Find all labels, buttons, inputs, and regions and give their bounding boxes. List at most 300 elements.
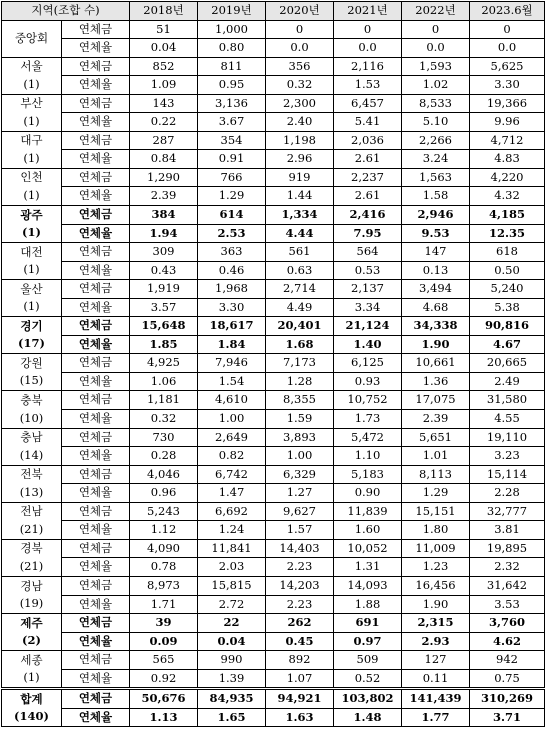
rate-cell: 3.23 <box>470 447 545 466</box>
metric-label: 연체율 <box>62 447 130 466</box>
amount-cell: 10,052 <box>334 539 402 558</box>
amount-cell: 691 <box>334 614 402 633</box>
amount-cell: 618 <box>470 243 545 262</box>
amount-cell: 8,533 <box>402 94 470 113</box>
rate-cell: 0.46 <box>198 261 266 280</box>
table-row <box>2 708 545 727</box>
amount-cell: 8,355 <box>266 391 334 410</box>
table-row <box>2 558 545 577</box>
rate-cell: 0.52 <box>334 669 402 689</box>
rate-cell: 2.23 <box>266 558 334 577</box>
region-cell <box>2 576 62 613</box>
region-name: 충남 <box>20 430 43 445</box>
rate-cell: 7.95 <box>334 224 402 243</box>
amount-cell: 19,366 <box>470 94 545 113</box>
rate-cell: 2.40 <box>266 113 334 132</box>
metric-label: 연체율 <box>62 39 130 58</box>
amount-cell: 2,137 <box>334 280 402 299</box>
amount-cell: 3,494 <box>402 280 470 299</box>
region-count: (1) <box>23 299 40 314</box>
table-row <box>2 243 545 262</box>
amount-cell: 4,712 <box>470 131 545 150</box>
amount-cell: 8,113 <box>402 465 470 484</box>
table-row <box>2 20 545 39</box>
rate-cell: 0.63 <box>266 261 334 280</box>
rate-cell: 9.53 <box>402 224 470 243</box>
rate-cell: 12.35 <box>470 224 545 243</box>
amount-cell: 4,610 <box>198 391 266 410</box>
region-count: (1) <box>23 670 40 685</box>
amount-cell: 141,439 <box>402 689 470 709</box>
region-cell <box>2 539 62 576</box>
metric-label: 연체금 <box>62 20 130 39</box>
table-row <box>2 484 545 503</box>
amount-cell: 2,946 <box>402 206 470 225</box>
amount-cell: 143 <box>130 94 198 113</box>
region-count: (10) <box>19 410 44 425</box>
rate-cell: 2.61 <box>334 150 402 169</box>
amount-cell: 0 <box>266 20 334 39</box>
amount-cell: 2,237 <box>334 168 402 187</box>
rate-cell: 0.32 <box>266 76 334 95</box>
region-name: 중앙회 <box>14 30 49 45</box>
table-row <box>2 335 545 354</box>
amount-cell: 18,617 <box>198 317 266 336</box>
amount-cell: 2,315 <box>402 614 470 633</box>
rate-cell: 1.77 <box>402 708 470 727</box>
metric-label: 연체율 <box>62 224 130 243</box>
rate-cell: 0.0 <box>266 39 334 58</box>
amount-cell: 2,416 <box>334 206 402 225</box>
amount-cell: 5,472 <box>334 428 402 447</box>
region-count: (17) <box>18 336 45 351</box>
amount-cell: 50,676 <box>130 689 198 709</box>
region-name: 부산 <box>20 96 43 111</box>
region-count: (1) <box>23 262 40 277</box>
rate-cell: 1.00 <box>198 410 266 429</box>
table-row <box>2 298 545 317</box>
rate-cell: 0.84 <box>130 150 198 169</box>
amount-cell: 20,665 <box>470 354 545 373</box>
region-name: 강원 <box>20 355 43 370</box>
amount-cell: 0 <box>334 20 402 39</box>
metric-label: 연체율 <box>62 669 130 689</box>
region-cell <box>2 131 62 168</box>
rate-cell: 1.10 <box>334 447 402 466</box>
rate-cell: 1.02 <box>402 76 470 95</box>
rate-cell: 1.84 <box>198 335 266 354</box>
region-name: 경북 <box>20 541 43 556</box>
rate-cell: 1.07 <box>266 669 334 689</box>
amount-cell: 4,090 <box>130 539 198 558</box>
amount-cell: 15,151 <box>402 502 470 521</box>
rate-cell: 0.92 <box>130 669 198 689</box>
amount-cell: 4,925 <box>130 354 198 373</box>
header-region: 지역(조합 수) <box>2 2 130 21</box>
amount-cell: 6,125 <box>334 354 402 373</box>
rate-cell: 0.90 <box>334 484 402 503</box>
rate-cell: 1.36 <box>402 372 470 391</box>
table-row <box>2 131 545 150</box>
amount-cell: 1,000 <box>198 20 266 39</box>
amount-cell: 262 <box>266 614 334 633</box>
rate-cell: 0.53 <box>334 261 402 280</box>
table-row <box>2 354 545 373</box>
amount-cell: 919 <box>266 168 334 187</box>
amount-cell: 34,338 <box>402 317 470 336</box>
metric-label: 연체율 <box>62 410 130 429</box>
metric-label: 연체율 <box>62 113 130 132</box>
table-row <box>2 502 545 521</box>
amount-cell: 509 <box>334 651 402 670</box>
region-name: 대구 <box>20 133 43 148</box>
metric-label: 연체금 <box>62 428 130 447</box>
header-year: 2019년 <box>198 2 266 21</box>
amount-cell: 19,895 <box>470 539 545 558</box>
amount-cell: 730 <box>130 428 198 447</box>
rate-cell: 2.32 <box>470 558 545 577</box>
rate-cell: 1.12 <box>130 521 198 540</box>
metric-label: 연체금 <box>62 243 130 262</box>
amount-cell: 287 <box>130 131 198 150</box>
rate-cell: 4.44 <box>266 224 334 243</box>
amount-cell: 310,269 <box>470 689 545 709</box>
amount-cell: 103,802 <box>334 689 402 709</box>
rate-cell: 1.85 <box>130 335 198 354</box>
amount-cell: 51 <box>130 20 198 39</box>
table-row <box>2 595 545 614</box>
rate-cell: 4.62 <box>470 632 545 651</box>
region-cell <box>2 206 62 243</box>
region-count: (21) <box>19 558 44 573</box>
region-count: (13) <box>19 484 44 499</box>
rate-cell: 1.09 <box>130 76 198 95</box>
rate-cell: 1.60 <box>334 521 402 540</box>
amount-cell: 6,329 <box>266 465 334 484</box>
rate-cell: 1.80 <box>402 521 470 540</box>
table-row <box>2 632 545 651</box>
table-row <box>2 150 545 169</box>
metric-label: 연체금 <box>62 131 130 150</box>
amount-cell: 2,649 <box>198 428 266 447</box>
table-row <box>2 614 545 633</box>
amount-cell: 11,009 <box>402 539 470 558</box>
amount-cell: 90,816 <box>470 317 545 336</box>
rate-cell: 3.81 <box>470 521 545 540</box>
rate-cell: 0.96 <box>130 484 198 503</box>
metric-label: 연체금 <box>62 502 130 521</box>
amount-cell: 9,627 <box>266 502 334 521</box>
rate-cell: 3.53 <box>470 595 545 614</box>
amount-cell: 1,563 <box>402 168 470 187</box>
amount-cell: 2,300 <box>266 94 334 113</box>
region-count: (19) <box>19 596 44 610</box>
metric-label: 연체금 <box>62 614 130 633</box>
amount-cell: 6,457 <box>334 94 402 113</box>
metric-label: 연체금 <box>62 689 130 709</box>
metric-label: 연체금 <box>62 168 130 187</box>
table-row <box>2 261 545 280</box>
rate-cell: 1.39 <box>198 669 266 689</box>
rate-cell: 0.22 <box>130 113 198 132</box>
amount-cell: 1,290 <box>130 168 198 187</box>
amount-cell: 3,893 <box>266 428 334 447</box>
region-cell <box>2 502 62 539</box>
region-cell <box>2 280 62 317</box>
region-count: (1) <box>23 113 40 128</box>
region-name: 제주 <box>20 615 43 630</box>
amount-cell: 363 <box>198 243 266 262</box>
rate-cell: 1.63 <box>266 708 334 727</box>
amount-cell: 84,935 <box>198 689 266 709</box>
metric-label: 연체금 <box>62 539 130 558</box>
rate-cell: 2.39 <box>402 410 470 429</box>
region-name: 광주 <box>20 207 43 222</box>
rate-cell: 1.23 <box>402 558 470 577</box>
amount-cell: 20,401 <box>266 317 334 336</box>
rate-cell: 1.48 <box>334 708 402 727</box>
rate-cell: 1.65 <box>198 708 266 727</box>
region-cell <box>2 20 62 57</box>
table-body <box>2 20 545 727</box>
amount-cell: 2,714 <box>266 280 334 299</box>
rate-cell: 2.96 <box>266 150 334 169</box>
amount-cell: 1,181 <box>130 391 198 410</box>
region-name: 세종 <box>20 652 43 667</box>
table-row <box>2 465 545 484</box>
amount-cell: 1,198 <box>266 131 334 150</box>
table-row <box>2 206 545 225</box>
amount-cell: 990 <box>198 651 266 670</box>
rate-cell: 2.23 <box>266 595 334 614</box>
rate-cell: 3.67 <box>198 113 266 132</box>
region-count: (14) <box>19 447 44 462</box>
amount-cell: 10,661 <box>402 354 470 373</box>
rate-cell: 1.47 <box>198 484 266 503</box>
rate-cell: 4.49 <box>266 298 334 317</box>
amount-cell: 31,642 <box>470 576 545 595</box>
metric-label: 연체금 <box>62 57 130 76</box>
rate-cell: 4.83 <box>470 150 545 169</box>
table-row <box>2 689 545 709</box>
amount-cell: 5,240 <box>470 280 545 299</box>
amount-cell: 614 <box>198 206 266 225</box>
rate-cell: 5.41 <box>334 113 402 132</box>
amount-cell: 16,456 <box>402 576 470 595</box>
metric-label: 연체율 <box>62 521 130 540</box>
rate-cell: 0.28 <box>130 447 198 466</box>
rate-cell: 0.11 <box>402 669 470 689</box>
region-cell <box>2 94 62 131</box>
table-row <box>2 651 545 670</box>
table-row <box>2 428 545 447</box>
rate-cell: 0.93 <box>334 372 402 391</box>
region-name: 인천 <box>20 170 43 185</box>
metric-label: 연체율 <box>62 558 130 577</box>
header-row <box>2 2 545 21</box>
amount-cell: 4,046 <box>130 465 198 484</box>
table-row <box>2 57 545 76</box>
metric-label: 연체금 <box>62 280 130 299</box>
table-row <box>2 280 545 299</box>
amount-cell: 0 <box>402 20 470 39</box>
rate-cell: 1.88 <box>334 595 402 614</box>
rate-cell: 1.59 <box>266 410 334 429</box>
table-row <box>2 669 545 689</box>
table-row <box>2 372 545 391</box>
header-year: 2021년 <box>334 2 402 21</box>
rate-cell: 2.93 <box>402 632 470 651</box>
amount-cell: 766 <box>198 168 266 187</box>
metric-label: 연체금 <box>62 354 130 373</box>
metric-label: 연체율 <box>62 76 130 95</box>
delinquency-table-container <box>1 1 545 727</box>
rate-cell: 1.31 <box>334 558 402 577</box>
amount-cell: 22 <box>198 614 266 633</box>
rate-cell: 1.44 <box>266 187 334 206</box>
rate-cell: 3.71 <box>470 708 545 727</box>
amount-cell: 3,136 <box>198 94 266 113</box>
amount-cell: 10,752 <box>334 391 402 410</box>
region-name: 서울 <box>20 59 43 74</box>
amount-cell: 309 <box>130 243 198 262</box>
amount-cell: 811 <box>198 57 266 76</box>
rate-cell: 1.00 <box>266 447 334 466</box>
rate-cell: 3.30 <box>198 298 266 317</box>
metric-label: 연체율 <box>62 595 130 614</box>
rate-cell: 0.09 <box>130 632 198 651</box>
rate-cell: 0.50 <box>470 261 545 280</box>
metric-label: 연체율 <box>62 298 130 317</box>
table-row <box>2 576 545 595</box>
metric-label: 연체율 <box>62 150 130 169</box>
metric-label: 연체금 <box>62 576 130 595</box>
amount-cell: 354 <box>198 131 266 150</box>
rate-cell: 0.43 <box>130 261 198 280</box>
rate-cell: 5.38 <box>470 298 545 317</box>
rate-cell: 5.10 <box>402 113 470 132</box>
region-count: (2) <box>22 633 41 648</box>
rate-cell: 1.01 <box>402 447 470 466</box>
rate-cell: 1.90 <box>402 335 470 354</box>
amount-cell: 6,692 <box>198 502 266 521</box>
header-year: 2018년 <box>130 2 198 21</box>
table-row <box>2 391 545 410</box>
rate-cell: 1.94 <box>130 224 198 243</box>
rate-cell: 1.71 <box>130 595 198 614</box>
amount-cell: 8,973 <box>130 576 198 595</box>
amount-cell: 147 <box>402 243 470 262</box>
amount-cell: 14,403 <box>266 539 334 558</box>
amount-cell: 356 <box>266 57 334 76</box>
region-cell <box>2 428 62 465</box>
table-row <box>2 224 545 243</box>
metric-label: 연체금 <box>62 651 130 670</box>
table-row <box>2 94 545 113</box>
amount-cell: 4,220 <box>470 168 545 187</box>
amount-cell: 7,946 <box>198 354 266 373</box>
amount-cell: 892 <box>266 651 334 670</box>
rate-cell: 1.40 <box>334 335 402 354</box>
metric-label: 연체율 <box>62 187 130 206</box>
header-year: 2022년 <box>402 2 470 21</box>
amount-cell: 7,173 <box>266 354 334 373</box>
region-name: 대전 <box>20 244 43 259</box>
amount-cell: 31,580 <box>470 391 545 410</box>
amount-cell: 852 <box>130 57 198 76</box>
metric-label: 연체금 <box>62 391 130 410</box>
region-cell <box>2 243 62 280</box>
region-count: (21) <box>19 521 44 536</box>
region-count: (1) <box>22 225 41 240</box>
metric-label: 연체금 <box>62 465 130 484</box>
amount-cell: 4,185 <box>470 206 545 225</box>
amount-cell: 561 <box>266 243 334 262</box>
table-row <box>2 113 545 132</box>
rate-cell: 0.45 <box>266 632 334 651</box>
rate-cell: 0.0 <box>334 39 402 58</box>
rate-cell: 0.95 <box>198 76 266 95</box>
amount-cell: 15,815 <box>198 576 266 595</box>
rate-cell: 2.72 <box>198 595 266 614</box>
amount-cell: 11,839 <box>334 502 402 521</box>
rate-cell: 3.57 <box>130 298 198 317</box>
rate-cell: 0.32 <box>130 410 198 429</box>
amount-cell: 21,124 <box>334 317 402 336</box>
rate-cell: 2.53 <box>198 224 266 243</box>
rate-cell: 0.04 <box>198 632 266 651</box>
rate-cell: 0.78 <box>130 558 198 577</box>
rate-cell: 1.28 <box>266 372 334 391</box>
amount-cell: 5,243 <box>130 502 198 521</box>
rate-cell: 4.67 <box>470 335 545 354</box>
region-cell <box>2 354 62 391</box>
metric-label: 연체금 <box>62 206 130 225</box>
amount-cell: 3,760 <box>470 614 545 633</box>
rate-cell: 2.28 <box>470 484 545 503</box>
amount-cell: 127 <box>402 651 470 670</box>
region-name: 울산 <box>20 281 43 296</box>
amount-cell: 14,203 <box>266 576 334 595</box>
rate-cell: 2.61 <box>334 187 402 206</box>
amount-cell: 15,648 <box>130 317 198 336</box>
rate-cell: 1.29 <box>402 484 470 503</box>
amount-cell: 19,110 <box>470 428 545 447</box>
amount-cell: 1,968 <box>198 280 266 299</box>
rate-cell: 4.55 <box>470 410 545 429</box>
rate-cell: 1.06 <box>130 372 198 391</box>
metric-label: 연체율 <box>62 261 130 280</box>
rate-cell: 9.96 <box>470 113 545 132</box>
region-cell <box>2 391 62 428</box>
amount-cell: 94,921 <box>266 689 334 709</box>
amount-cell: 564 <box>334 243 402 262</box>
amount-cell: 1,593 <box>402 57 470 76</box>
region-name: 경남 <box>20 578 43 593</box>
amount-cell: 565 <box>130 651 198 670</box>
region-cell <box>2 57 62 94</box>
table-row <box>2 168 545 187</box>
rate-cell: 3.34 <box>334 298 402 317</box>
amount-cell: 384 <box>130 206 198 225</box>
region-cell <box>2 614 62 651</box>
amount-cell: 2,116 <box>334 57 402 76</box>
amount-cell: 5,651 <box>402 428 470 447</box>
rate-cell: 2.39 <box>130 187 198 206</box>
amount-cell: 1,919 <box>130 280 198 299</box>
region-cell <box>2 465 62 502</box>
rate-cell: 1.68 <box>266 335 334 354</box>
